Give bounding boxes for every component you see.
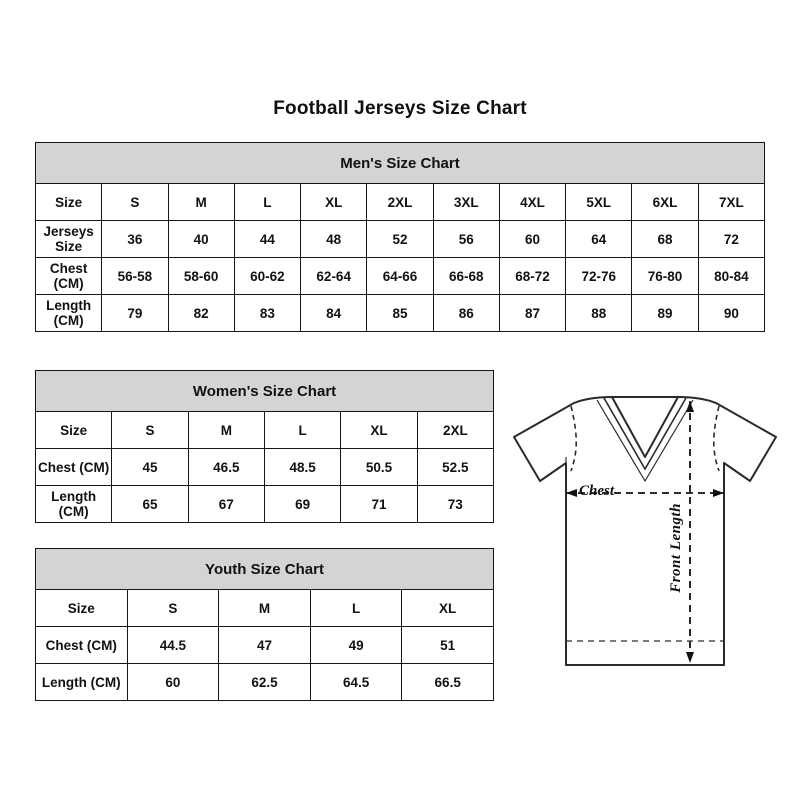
table-row [36,627,494,664]
table-row [36,221,765,258]
table-cell: 60-62 [234,258,300,295]
table-cell: 72-76 [566,258,632,295]
table-cell: 44 [234,221,300,258]
row-label: Jerseys Size [36,221,102,258]
row-label: Chest (CM) [36,258,102,295]
table-cell: 36 [102,221,168,258]
row-label: Length (CM) [36,486,112,523]
table-cell: 56 [433,221,499,258]
table-cell: 84 [301,295,367,332]
table-cell: 4XL [499,184,565,221]
table-cell: M [168,184,234,221]
womens-size-table [35,370,494,523]
table-cell: 80-84 [698,258,764,295]
youth-size-table [35,548,494,701]
table-cell: 67 [188,486,264,523]
table-cell: 83 [234,295,300,332]
table-cell: 71 [341,486,417,523]
table-cell: 60 [127,664,219,701]
table-cell: S [127,590,219,627]
table-cell: 46.5 [188,449,264,486]
table-cell: 51 [402,627,494,664]
table-row [36,449,494,486]
page-title: Football Jerseys Size Chart [273,98,527,119]
table-cell: 86 [433,295,499,332]
table-cell: 48 [301,221,367,258]
table-row [36,258,765,295]
table-cell: 73 [417,486,493,523]
table-cell: 64 [566,221,632,258]
table-cell: M [188,412,264,449]
table-cell: 64-66 [367,258,433,295]
table-cell: 62.5 [219,664,311,701]
youth-table-header: Youth Size Chart [36,549,494,590]
table-cell: 69 [264,486,340,523]
table-cell: M [219,590,311,627]
table-cell: 3XL [433,184,499,221]
mens-size-table [35,142,765,332]
chest-dimension-label: Chest [579,483,615,499]
table-cell: 49 [310,627,402,664]
table-cell: XL [301,184,367,221]
table-cell: 52 [367,221,433,258]
table-cell: 6XL [632,184,698,221]
table-row [36,664,494,701]
table-header-row [36,371,494,412]
table-cell: 66.5 [402,664,494,701]
mens-table-header: Men's Size Chart [36,143,765,184]
table-cell: 40 [168,221,234,258]
table-row [36,412,494,449]
table-cell: 64.5 [310,664,402,701]
row-label: Length (CM) [36,664,128,701]
table-cell: XL [402,590,494,627]
table-cell: 56-58 [102,258,168,295]
table-cell: L [264,412,340,449]
table-cell: S [102,184,168,221]
tshirt-measurement-diagram [500,395,790,695]
table-cell: S [112,412,188,449]
table-cell: 48.5 [264,449,340,486]
table-cell: 45 [112,449,188,486]
table-cell: 44.5 [127,627,219,664]
row-label: Chest (CM) [36,449,112,486]
table-cell: 52.5 [417,449,493,486]
front-length-dimension-label: Front Length [668,503,684,593]
row-label: Size [36,184,102,221]
row-label: Chest (CM) [36,627,128,664]
table-cell: 5XL [566,184,632,221]
table-cell: 66-68 [433,258,499,295]
row-label: Size [36,412,112,449]
table-cell: 87 [499,295,565,332]
table-header-row [36,549,494,590]
table-cell: 2XL [367,184,433,221]
table-row [36,184,765,221]
table-header-row [36,143,765,184]
table-cell: XL [341,412,417,449]
table-row [36,295,765,332]
table-cell: 62-64 [301,258,367,295]
table-cell: 2XL [417,412,493,449]
table-cell: 82 [168,295,234,332]
table-cell: 7XL [698,184,764,221]
table-cell: 68 [632,221,698,258]
table-cell: 72 [698,221,764,258]
table-cell: 85 [367,295,433,332]
table-row [36,486,494,523]
table-row [36,590,494,627]
row-label: Size [36,590,128,627]
table-cell: 58-60 [168,258,234,295]
table-cell: L [310,590,402,627]
table-cell: 47 [219,627,311,664]
table-cell: 50.5 [341,449,417,486]
table-cell: 65 [112,486,188,523]
table-cell: 90 [698,295,764,332]
table-cell: L [234,184,300,221]
table-cell: 88 [566,295,632,332]
tshirt-icon [500,395,790,695]
row-label: Length (CM) [36,295,102,332]
table-cell: 89 [632,295,698,332]
table-cell: 68-72 [499,258,565,295]
womens-table-header: Women's Size Chart [36,371,494,412]
table-cell: 79 [102,295,168,332]
table-cell: 76-80 [632,258,698,295]
table-cell: 60 [499,221,565,258]
